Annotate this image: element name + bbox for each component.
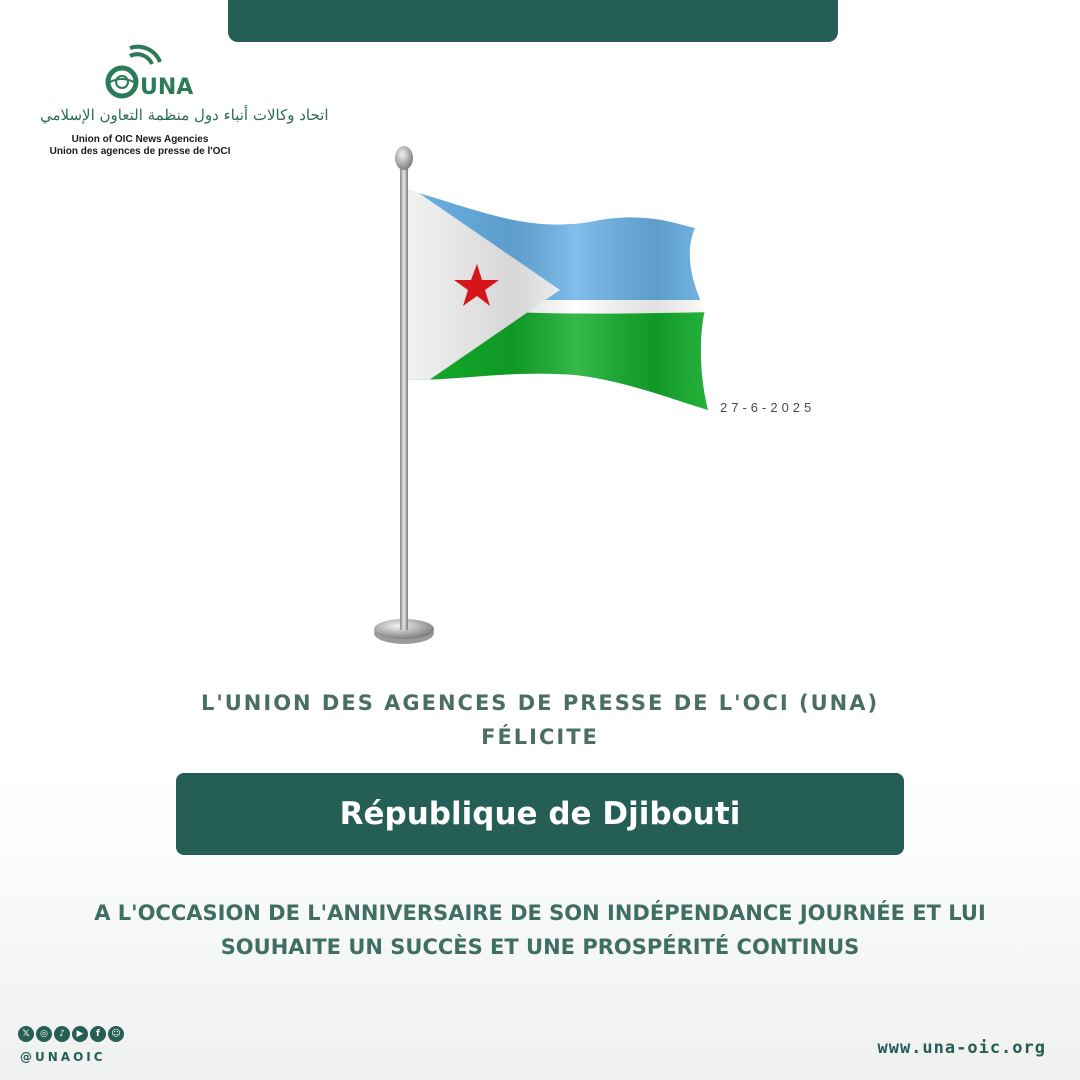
flagpole xyxy=(400,168,408,630)
social-handle[interactable]: @UNAOIC xyxy=(20,1050,106,1064)
una-logo-text: UNA xyxy=(140,75,194,100)
facebook-icon[interactable]: f xyxy=(90,1026,106,1042)
occasion-text xyxy=(20,896,1060,964)
headline xyxy=(0,686,1080,754)
website-link[interactable]: www.una-oic.org xyxy=(877,1038,1046,1058)
instagram-icon[interactable]: ◎ xyxy=(36,1026,52,1042)
x-icon[interactable]: 𝕏 xyxy=(18,1026,34,1042)
snapchat-icon[interactable]: ☺ xyxy=(108,1026,124,1042)
flagpole-finial xyxy=(395,146,413,170)
occasion-line-1: A L'OCCASION DE L'ANNIVERSAIRE DE SON INDÉPENDANCE JOURNÉE ET LUI xyxy=(94,901,986,925)
una-logo-mark xyxy=(100,44,210,100)
social-icons xyxy=(18,1026,124,1042)
una-logo xyxy=(40,44,329,164)
youtube-icon[interactable]: ▶ xyxy=(72,1026,88,1042)
headline-line-2: FÉLICITE xyxy=(481,725,599,749)
logo-arabic-name: اتحاد وكالات أنباء دول منظمة التعاون الإسلامي xyxy=(40,106,329,124)
logo-french-name: Union des agences de presse de l'OCI xyxy=(49,146,231,157)
country-name: République de Djibouti xyxy=(339,796,741,832)
top-banner xyxy=(228,0,838,42)
occasion-line-2: SOUHAITE UN SUCCÈS ET UNE PROSPÉRITÉ CONTINUS xyxy=(220,935,860,959)
headline-line-1: L'UNION DES AGENCES DE PRESSE DE L'OCI (UNA) xyxy=(200,691,880,715)
country-banner xyxy=(176,773,904,855)
event-date: 27-6-2025 xyxy=(720,400,816,415)
tiktok-icon[interactable]: ♪ xyxy=(54,1026,70,1042)
logo-english-name: Union of OIC News Agencies xyxy=(71,134,209,145)
djibouti-flag-illustration xyxy=(360,140,720,660)
flag-cloth xyxy=(400,180,720,440)
